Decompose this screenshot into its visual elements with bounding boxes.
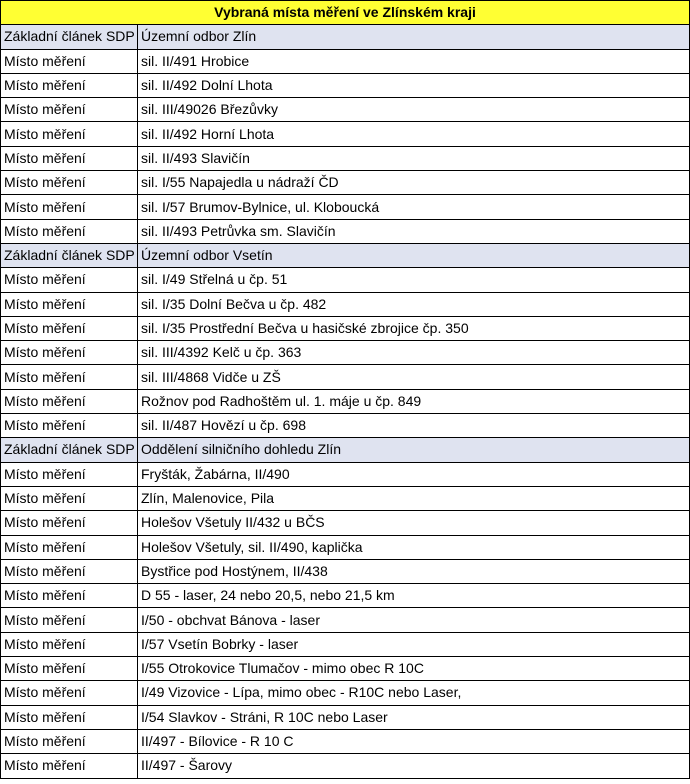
- row-type-cell: Místo měření: [1, 122, 138, 146]
- row-type-cell: Místo měření: [1, 73, 138, 97]
- row-type-cell: Místo měření: [1, 681, 138, 705]
- row-place-cell: sil. II/493 Slavičín: [138, 146, 690, 170]
- row-type-cell: Místo měření: [1, 584, 138, 608]
- row-place-cell: sil. I/49 Střelná u čp. 51: [138, 268, 690, 292]
- row-type-cell: Místo měření: [1, 219, 138, 243]
- table-row: [1, 389, 690, 413]
- table-row: [1, 122, 690, 146]
- section-label: Základní článek SDP: [1, 25, 138, 49]
- row-type-cell: Místo měření: [1, 414, 138, 438]
- row-place-cell: sil. II/492 Horní Lhota: [138, 122, 690, 146]
- row-type-cell: Místo měření: [1, 365, 138, 389]
- section-label: Základní článek SDP: [1, 438, 138, 462]
- table-row: [1, 292, 690, 316]
- row-type-cell: Místo měření: [1, 657, 138, 681]
- table-title: Vybraná místa měření ve Zlínském kraji: [1, 1, 690, 25]
- table-row: [1, 462, 690, 486]
- row-type-cell: Místo měření: [1, 98, 138, 122]
- row-place-cell: sil. I/35 Prostřední Bečva u hasičské zbrojice čp. 350: [138, 316, 690, 340]
- table-row: [1, 73, 690, 97]
- row-place-cell: Rožnov pod Radhoštěm ul. 1. máje u čp. 849: [138, 389, 690, 413]
- section-header-row: [1, 243, 690, 267]
- table-row: [1, 632, 690, 656]
- row-place-cell: sil. II/493 Petrůvka sm. Slavičín: [138, 219, 690, 243]
- row-type-cell: Místo měření: [1, 511, 138, 535]
- row-type-cell: Místo měření: [1, 559, 138, 583]
- row-place-cell: sil. III/4868 Vidče u ZŠ: [138, 365, 690, 389]
- row-type-cell: Místo měření: [1, 341, 138, 365]
- row-type-cell: Místo měření: [1, 268, 138, 292]
- table-row: [1, 171, 690, 195]
- table-row: [1, 341, 690, 365]
- section-label: Základní článek SDP: [1, 243, 138, 267]
- row-place-cell: sil. III/49026 Březůvky: [138, 98, 690, 122]
- row-place-cell: Holešov Všetuly II/432 u BČS: [138, 511, 690, 535]
- table-row: [1, 535, 690, 559]
- table-row: [1, 486, 690, 510]
- row-type-cell: Místo měření: [1, 705, 138, 729]
- row-type-cell: Místo měření: [1, 729, 138, 753]
- table-row: [1, 268, 690, 292]
- table-row: [1, 754, 690, 778]
- table-row: [1, 729, 690, 753]
- row-place-cell: sil. I/55 Napajedla u nádraží ČD: [138, 171, 690, 195]
- row-place-cell: I/49 Vizovice - Lípa, mimo obec - R10C nebo Laser,: [138, 681, 690, 705]
- row-place-cell: I/50 - obchvat Bánova - laser: [138, 608, 690, 632]
- table-row: [1, 681, 690, 705]
- table-row: [1, 49, 690, 73]
- row-place-cell: sil. I/35 Dolní Bečva u čp. 482: [138, 292, 690, 316]
- row-place-cell: I/54 Slavkov - Stráni, R 10C nebo Laser: [138, 705, 690, 729]
- table-row: [1, 316, 690, 340]
- row-type-cell: Místo měření: [1, 632, 138, 656]
- row-type-cell: Místo měření: [1, 462, 138, 486]
- table-row: [1, 657, 690, 681]
- row-type-cell: Místo měření: [1, 195, 138, 219]
- table-row: [1, 705, 690, 729]
- section-header-row: [1, 438, 690, 462]
- row-type-cell: Místo měření: [1, 171, 138, 195]
- row-place-cell: Zlín, Malenovice, Pila: [138, 486, 690, 510]
- row-type-cell: Místo měření: [1, 754, 138, 778]
- table-row: [1, 584, 690, 608]
- row-place-cell: D 55 - laser, 24 nebo 20,5, nebo 21,5 km: [138, 584, 690, 608]
- table-body: [1, 1, 690, 779]
- row-place-cell: sil. II/487 Hovězí u čp. 698: [138, 414, 690, 438]
- row-place-cell: Fryšták, Žabárna, II/490: [138, 462, 690, 486]
- row-type-cell: Místo měření: [1, 316, 138, 340]
- row-place-cell: sil. I/57 Brumov-Bylnice, ul. Kloboucká: [138, 195, 690, 219]
- section-header-row: [1, 25, 690, 49]
- row-type-cell: Místo měření: [1, 389, 138, 413]
- table-row: [1, 608, 690, 632]
- table-row: [1, 414, 690, 438]
- table-row: [1, 559, 690, 583]
- row-place-cell: Holešov Všetuly, sil. II/490, kaplička: [138, 535, 690, 559]
- table-row: [1, 219, 690, 243]
- row-type-cell: Místo měření: [1, 535, 138, 559]
- row-type-cell: Místo měření: [1, 608, 138, 632]
- section-name: Územní odbor Vsetín: [138, 243, 690, 267]
- table-row: [1, 146, 690, 170]
- row-type-cell: Místo měření: [1, 146, 138, 170]
- title-row: [1, 1, 690, 25]
- section-name: Územní odbor Zlín: [138, 25, 690, 49]
- table-row: [1, 511, 690, 535]
- row-place-cell: sil. II/491 Hrobice: [138, 49, 690, 73]
- row-place-cell: I/57 Vsetín Bobrky - laser: [138, 632, 690, 656]
- table-row: [1, 365, 690, 389]
- row-type-cell: Místo měření: [1, 486, 138, 510]
- section-name: Oddělení silničního dohledu Zlín: [138, 438, 690, 462]
- row-place-cell: II/497 - Šarovy: [138, 754, 690, 778]
- table-row: [1, 195, 690, 219]
- row-place-cell: Bystřice pod Hostýnem, II/438: [138, 559, 690, 583]
- table-row: [1, 98, 690, 122]
- row-place-cell: II/497 - Bílovice - R 10 C: [138, 729, 690, 753]
- row-place-cell: I/55 Otrokovice Tlumačov - mimo obec R 10C: [138, 657, 690, 681]
- row-type-cell: Místo měření: [1, 292, 138, 316]
- row-place-cell: sil. II/492 Dolní Lhota: [138, 73, 690, 97]
- row-place-cell: sil. III/4392 Kelč u čp. 363: [138, 341, 690, 365]
- row-type-cell: Místo měření: [1, 49, 138, 73]
